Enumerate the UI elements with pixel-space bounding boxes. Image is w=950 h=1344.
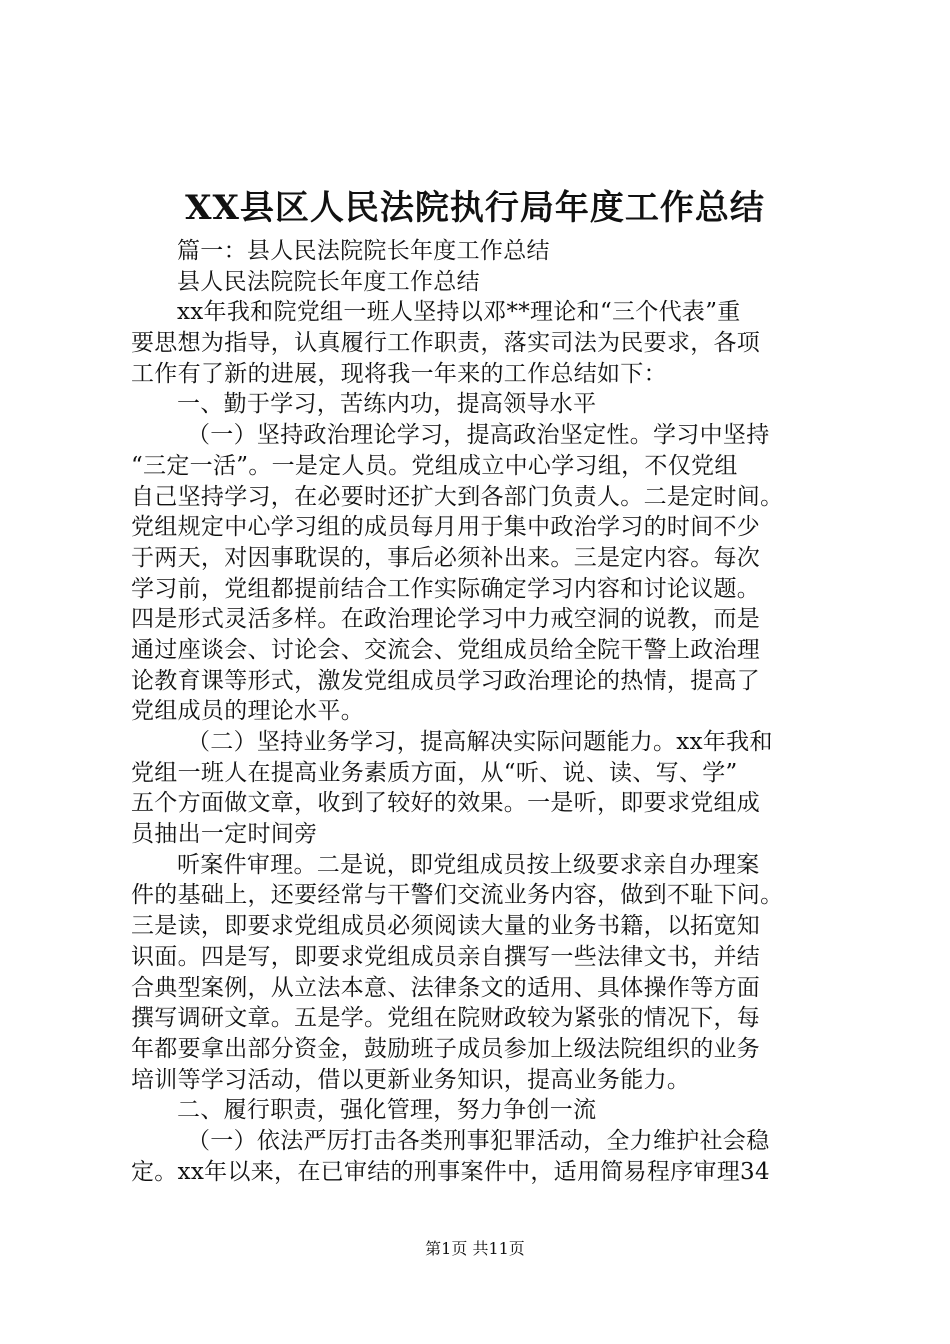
body-line: （一）坚持政治理论学习，提高政治坚定性。学习中坚持	[187, 422, 770, 449]
body-line: 党组规定中心学习组的成员每月用于集中政治学习的时间不少	[131, 514, 761, 541]
body-line: 一、勤于学习，苦练内功，提高领导水平	[177, 391, 597, 418]
body-line: 工作有了新的进展，现将我一年来的工作总结如下：	[131, 360, 667, 387]
body-line: 定。xx年以来，在已审结的刑事案件中，适用简易程序审理34	[131, 1158, 770, 1185]
body-line: xx年我和院党组一班人坚持以邓**理论和“三个代表”重	[177, 299, 741, 326]
body-line: 识面。四是写，即要求党组成员亲自撰写一些法律文书，并结	[131, 943, 761, 970]
document-body	[131, 236, 831, 1187]
body-line: 自己坚持学习，在必要时还扩大到各部门负责人。二是定时间。	[131, 483, 784, 510]
body-line: 年都要拿出部分资金，鼓励班子成员参加上级法院组织的业务	[131, 1035, 761, 1062]
body-line: 篇一：县人民法院院长年度工作总结	[177, 238, 550, 264]
body-line: 四是形式灵活多样。在政治理论学习中力戒空洞的说教，而是	[131, 606, 761, 633]
body-line: 论教育课等形式，激发党组成员学习政治理论的热情，提高了	[131, 667, 761, 694]
body-line: 通过座谈会、讨论会、交流会、党组成员给全院干警上政治理	[131, 636, 761, 663]
body-line: 撰写调研文章。五是学。党组在院财政较为紧张的情况下，每	[131, 1005, 761, 1032]
body-line: 员抽出一定时间旁	[131, 821, 318, 848]
body-line: 党组一班人在提高业务素质方面，从“听、说、读、写、学”	[131, 759, 738, 786]
body-line: 五个方面做文章，收到了较好的效果。一是听，即要求党组成	[131, 790, 761, 817]
body-line: 二、履行职责，强化管理，努力争创一流	[177, 1097, 597, 1124]
body-line: （一）依法严厉打击各类刑事犯罪活动，全力维护社会稳	[187, 1127, 770, 1154]
body-line: 学习前，党组都提前结合工作实际确定学习内容和讨论议题。	[131, 575, 761, 602]
body-line: 听案件审理。二是说，即党组成员按上级要求亲自办理案	[177, 851, 760, 878]
body-line: 件的基础上，还要经常与干警们交流业务内容，做到不耻下问。	[131, 882, 784, 909]
body-line: “三定一活”。一是定人员。党组成立中心学习组，不仅党组	[131, 452, 738, 479]
body-line: （二）坚持业务学习，提高解决实际问题能力。xx年我和	[187, 729, 773, 755]
body-line: 三是读，即要求党组成员必须阅读大量的业务书籍，以拓宽知	[131, 913, 761, 940]
body-line: 党组成员的理论水平。	[131, 698, 364, 725]
page-footer: 第1页 共11页	[425, 1239, 525, 1258]
document-title: XX县区人民法院执行局年度工作总结	[185, 188, 765, 228]
body-line: 县人民法院院长年度工作总结	[177, 268, 480, 295]
body-line: 培训等学习活动，借以更新业务知识，提高业务能力。	[131, 1066, 691, 1093]
body-line: 合典型案例，从立法本意、法律条文的适用、具体操作等方面	[131, 974, 761, 1001]
body-line: 要思想为指导，认真履行工作职责，落实司法为民要求，各项	[131, 330, 761, 357]
body-line: 于两天，对因事耽误的，事后必须补出来。三是定内容。每次	[131, 544, 761, 571]
